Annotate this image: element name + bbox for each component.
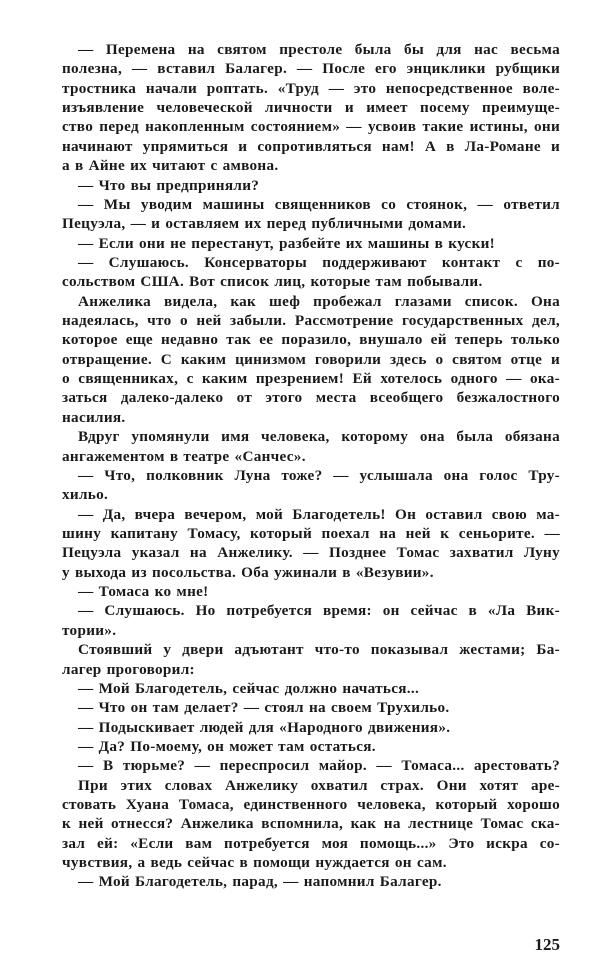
text-line: заться далеко-далеко от этого места всеобщего безжалостного (62, 389, 560, 407)
text-line: а в Айне их читают с амвона. (62, 157, 279, 175)
text-line: Стоявший у двери адъютант что-то показывал жестами; Ба- (78, 641, 560, 659)
book-page-text (62, 40, 560, 892)
text-line: стовать Хуана Томаса, единственного человека, который хорошо (62, 796, 560, 814)
text-line: — Мой Благодетель, парад, — напомнил Балагер. (78, 873, 442, 891)
text-line: — Что, полковник Луна тоже? — услышала она голос Тру- (78, 466, 560, 484)
text-line: тории». (62, 621, 117, 639)
text-line: ангажементом в театре «Санчес». (62, 447, 306, 465)
text-line: Пецуэла, — и оставляем их перед публичными домами. (62, 215, 467, 233)
text-line: — Мы уводим машины священников со стоянок, — ответил (78, 195, 560, 213)
text-line: — Перемена на святом престоле была бы для нас весьма (78, 41, 560, 58)
text-line: изъявление человеческой личности и имеет посему преимуще- (62, 99, 560, 117)
text-line: у выхода из посольства. Оба ужинали в «Везувии». (62, 563, 434, 581)
text-line: хильо. (62, 486, 109, 504)
text-line: зал ей: «Если вам потребуется моя помощь...» Это искра со- (62, 834, 560, 852)
text-line: — Слушаюсь. Но потребуется время: он сейчас в «Ла Вик- (78, 602, 560, 620)
text-line: о священниках, с каким презрением! Ей хотелось одного — ока- (62, 370, 560, 388)
text-line: сольством США. Вот список лиц, которые там побывали. (62, 273, 483, 291)
text-line: — Слушаюсь. Консерваторы поддерживают контакт с по- (78, 253, 560, 271)
text-line: которое еще недавно так ее поразило, внушало ей теперь только (62, 331, 560, 349)
text-line: — Подыскивает людей для «Народного движения». (78, 718, 451, 736)
text-line: чувствия, а ведь сейчас в помощи нуждается он сам. (62, 854, 447, 872)
text-line: Анжелика видела, как шеф пробежал глазами список. Она (78, 292, 560, 310)
text-line: полезна, — вставил Балагер. — После его энциклики рубщики (62, 60, 560, 78)
text-line: к ней отнесся? Анжелика вспомнила, как на лестнице Томас ска- (62, 815, 560, 833)
text-line: шину капитану Томасу, который поехал на ней к сеньорите. — (62, 524, 560, 542)
page-number: 125 (534, 935, 560, 954)
text-line: — Да, вчера вечером, мой Благодетель! Он оставил свою ма- (78, 505, 560, 523)
text-line: отвращение. С каким цинизмом говорили здесь о святом отце и (62, 350, 560, 368)
text-line: ство перед накопленным состоянием» — усвоив такие истины, они (62, 118, 560, 136)
text-line: — Что он там делает? — стоял на своем Трухильо. (78, 699, 450, 717)
text-line: — Если они не перестанут, разбейте их машины в куски! (78, 234, 496, 252)
text-line: лагер проговорил: (62, 660, 195, 678)
text-line: — В тюрьме? — переспросил майор. — Томаса... арестовать? (78, 757, 560, 775)
text-line: тростника начали роптать. «Труд — это непосредственное воле- (62, 79, 560, 97)
text-line: — Да? По-моему, он может там остаться. (78, 737, 376, 755)
text-line: — Томаса ко мне! (78, 583, 209, 601)
text-line: Пецуэла указал на Анжелику. — Позднее Томас захватил Луну (62, 544, 560, 562)
text-line: насилия. (62, 408, 126, 426)
text-line: Вдруг упомянули имя человека, которому она была обязана (78, 428, 560, 446)
text-line: При этих словах Анжелику охватил страх. Они хотят аре- (78, 776, 560, 794)
text-line: — Мой Благодетель, сейчас должно начаться... (78, 679, 420, 697)
text-line: начинают упрямиться и сопротивляться нам! А в Ла-Романе и (62, 137, 560, 155)
text-line: — Что вы предприняли? (78, 176, 260, 194)
text-line: надеялась, что о ней забыли. Рассмотрение государственных дел, (62, 312, 560, 330)
